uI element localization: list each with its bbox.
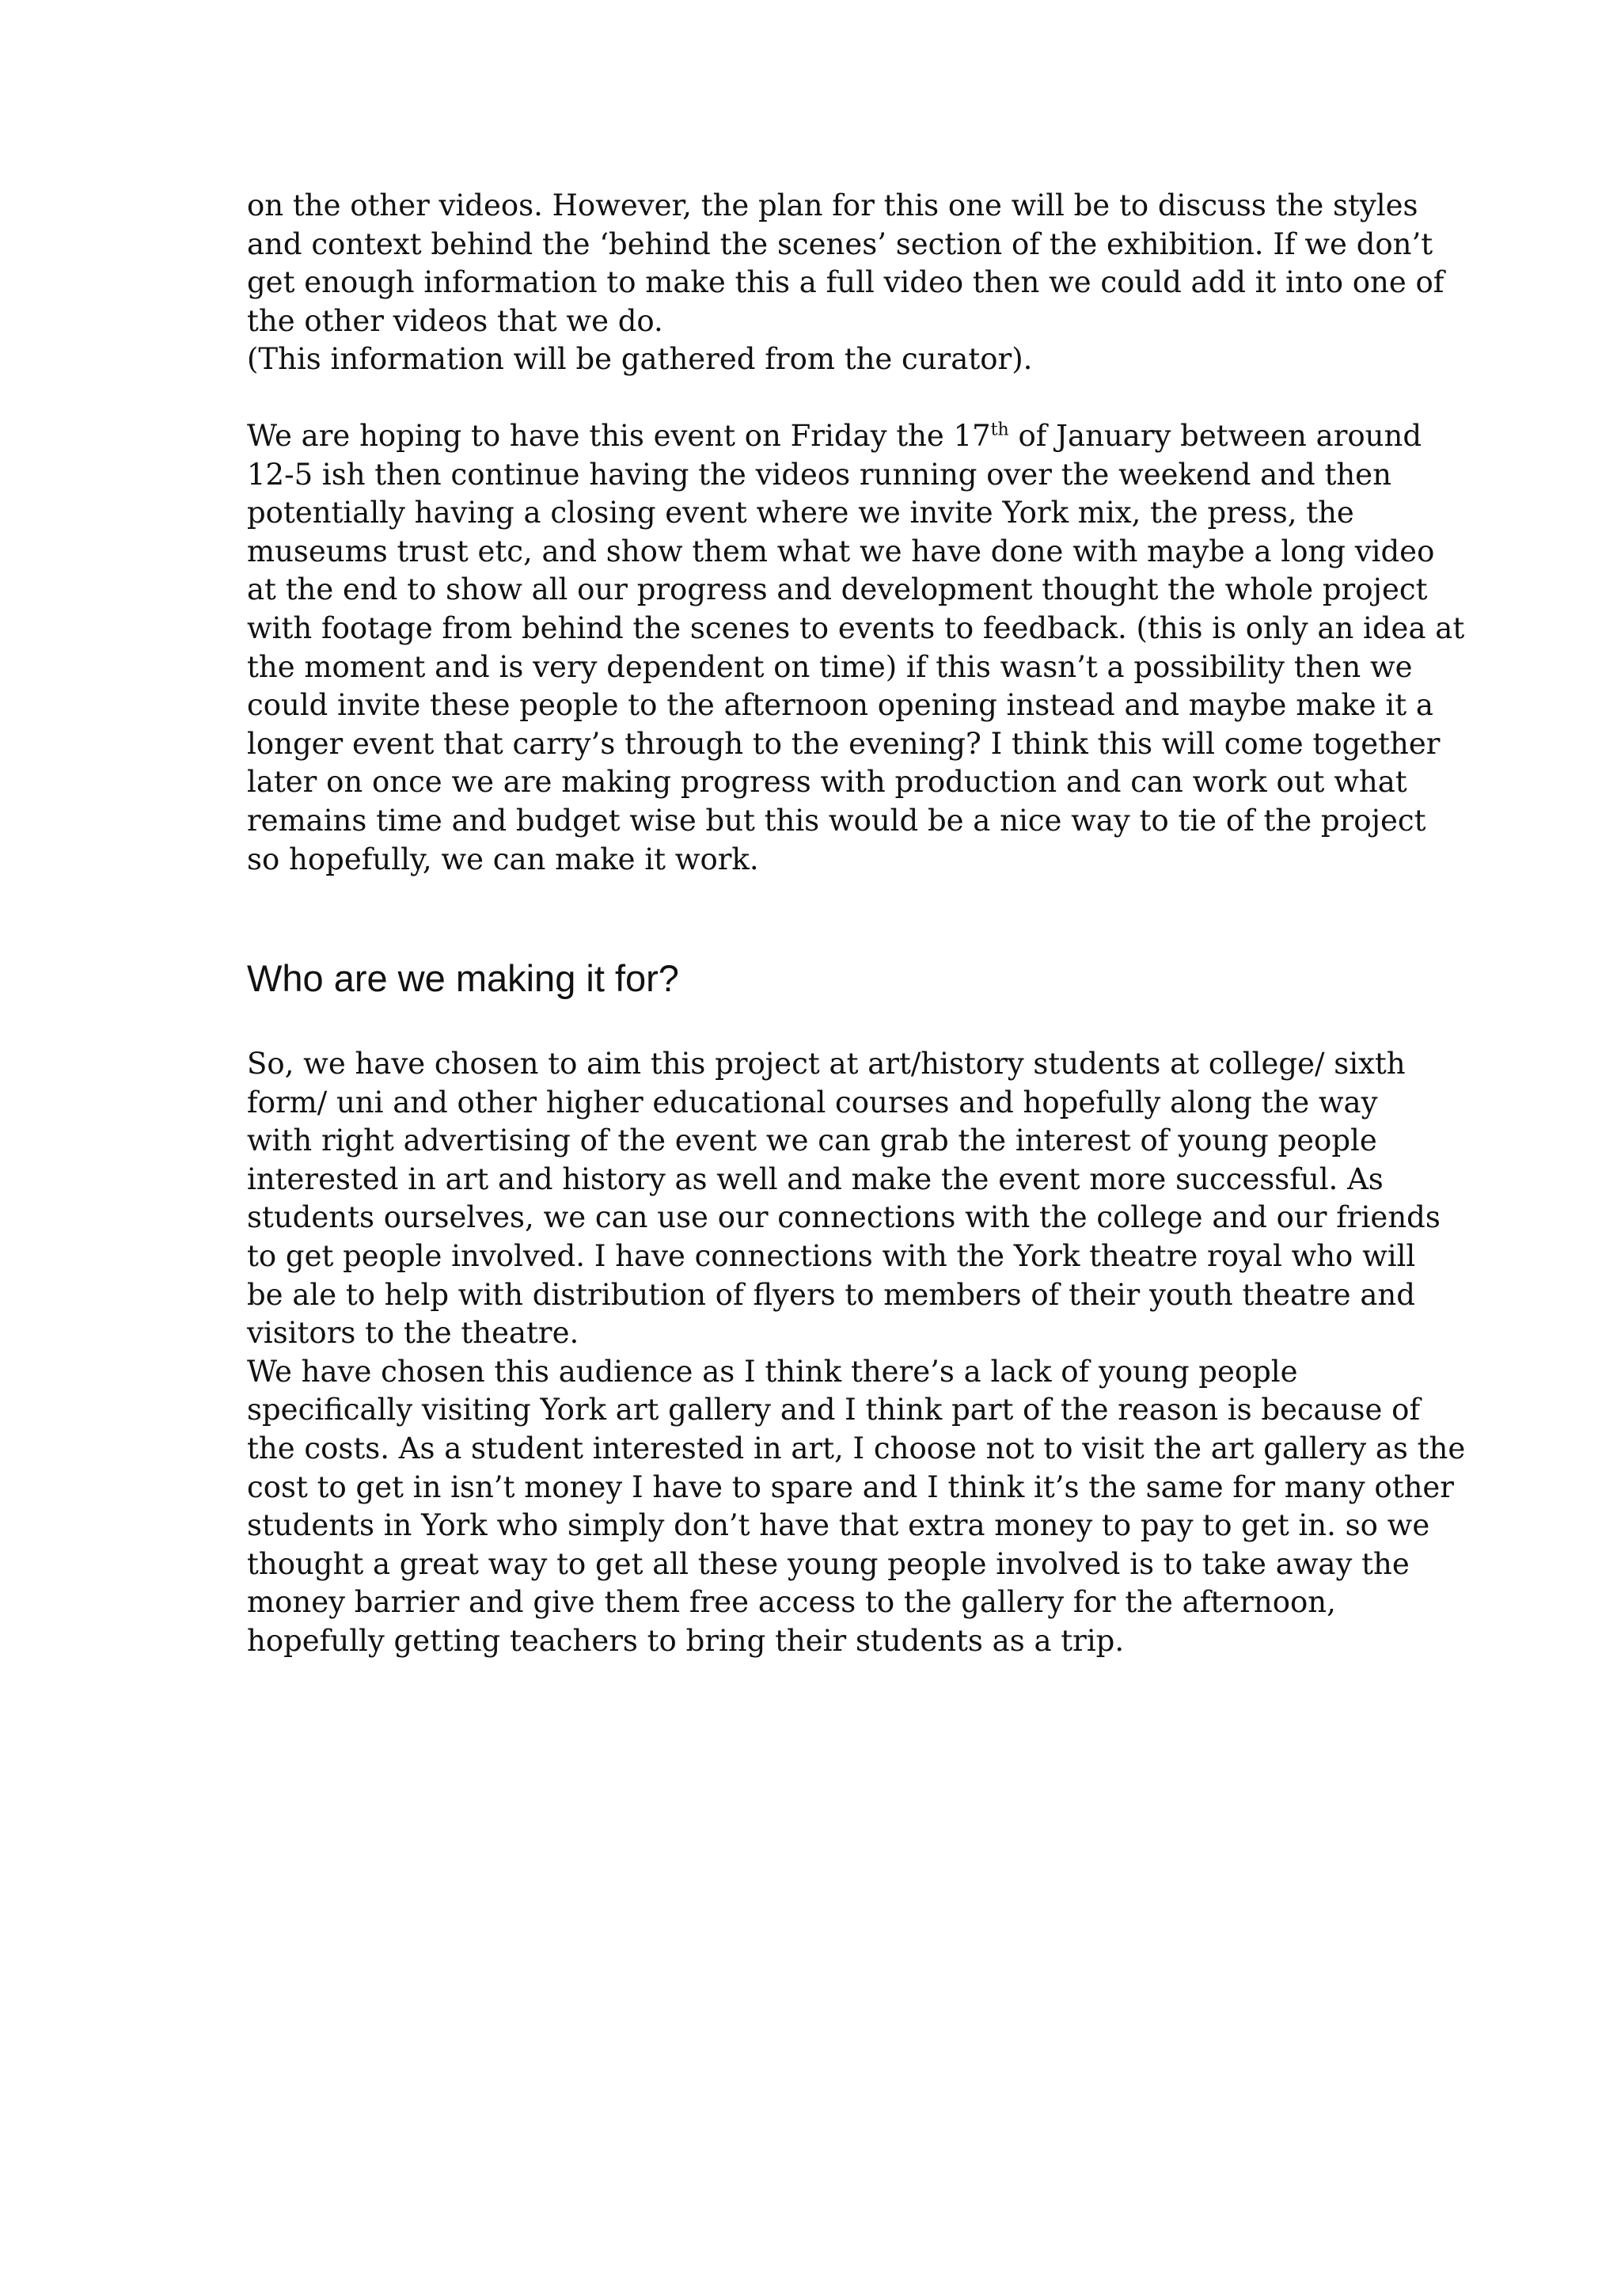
text-line: be ale to help with distribution of flyers to members of their youth theatre and [247,1277,1415,1312]
text-line: with footage from behind the scenes to events to feedback. (this is only an idea at [247,610,1465,645]
text-line: and context behind the ‘behind the scenes’ section of the exhibition. If we don’t [247,226,1433,261]
text-line: later on once we are making progress with production and can work out what [247,765,1407,800]
text-line: the moment and is very dependent on time) if this wasn’t a possibility then we [247,649,1413,684]
ordinal-suffix: th [990,420,1009,440]
text-line: We have chosen this audience as I think there’s a lack of young people [247,1354,1298,1389]
paragraph-videos-plan [247,187,1444,379]
text-line: students in York who simply don’t have that extra money to pay to get in. so we [247,1508,1430,1543]
text-fragment: of January between around [1008,418,1422,453]
text-line: with right advertising of the event we can grab the interest of young people [247,1123,1377,1158]
text-line: so hopefully, we can make it work. [247,842,759,876]
text-line: interested in art and history as well and make the event more successful. As [247,1161,1384,1196]
text-line: potentially having a closing event where we invite York mix, the press, the [247,496,1354,530]
text-line: 12-5 ish then continue having the videos running over the weekend and then [247,457,1391,492]
text-line: remains time and budget wise but this would be a nice way to tie of the project [247,803,1426,838]
text-line: on the other videos. However, the plan for this one will be to discuss the styles [247,188,1418,222]
document-page [247,187,1466,1661]
paragraph-event-schedule [247,417,1465,879]
text-line: hopefully getting teachers to bring their students as a trip. [247,1624,1125,1658]
text-line: to get people involved. I have connections with the York theatre royal who will [247,1239,1416,1274]
section-heading: Who are we making it for? [247,957,679,1000]
text-line: money barrier and give them free access to the gallery for the afternoon, [247,1585,1336,1620]
text-line [247,417,1422,456]
text-line: museums trust etc, and show them what we have done with maybe a long video [247,534,1435,568]
text-line: students ourselves, we can use our connections with the college and our friends [247,1200,1441,1235]
text-fragment: We are hoping to have this event on Friday the 17 [247,418,991,453]
paragraph-audience [247,1045,1466,1661]
text-line: the costs. As a student interested in art, I choose not to visit the art gallery as the [247,1431,1466,1466]
text-line: longer event that carry’s through to the evening? I think this will come together [247,726,1441,761]
text-line: the other videos that we do. [247,303,663,338]
text-line: get enough information to make this a full video then we could add it into one of [247,265,1444,300]
text-line: specifically visiting York art gallery and I think part of the reason is because of [247,1393,1421,1427]
text-line: at the end to show all our progress and development thought the whole project [247,572,1428,607]
text-line: visitors to the theatre. [247,1316,579,1351]
text-line: could invite these people to the afternoon opening instead and maybe make it a [247,688,1433,723]
text-line: cost to get in isn’t money I have to spare and I think it’s the same for many other [247,1469,1454,1504]
text-line: So, we have chosen to aim this project at art/history students at college/ sixth [247,1047,1406,1081]
text-line: (This information will be gathered from the curator). [247,342,1033,377]
text-line: thought a great way to get all these young people involved is to take away the [247,1546,1410,1581]
text-line: form/ uni and other higher educational courses and hopefully along the way [247,1085,1378,1119]
